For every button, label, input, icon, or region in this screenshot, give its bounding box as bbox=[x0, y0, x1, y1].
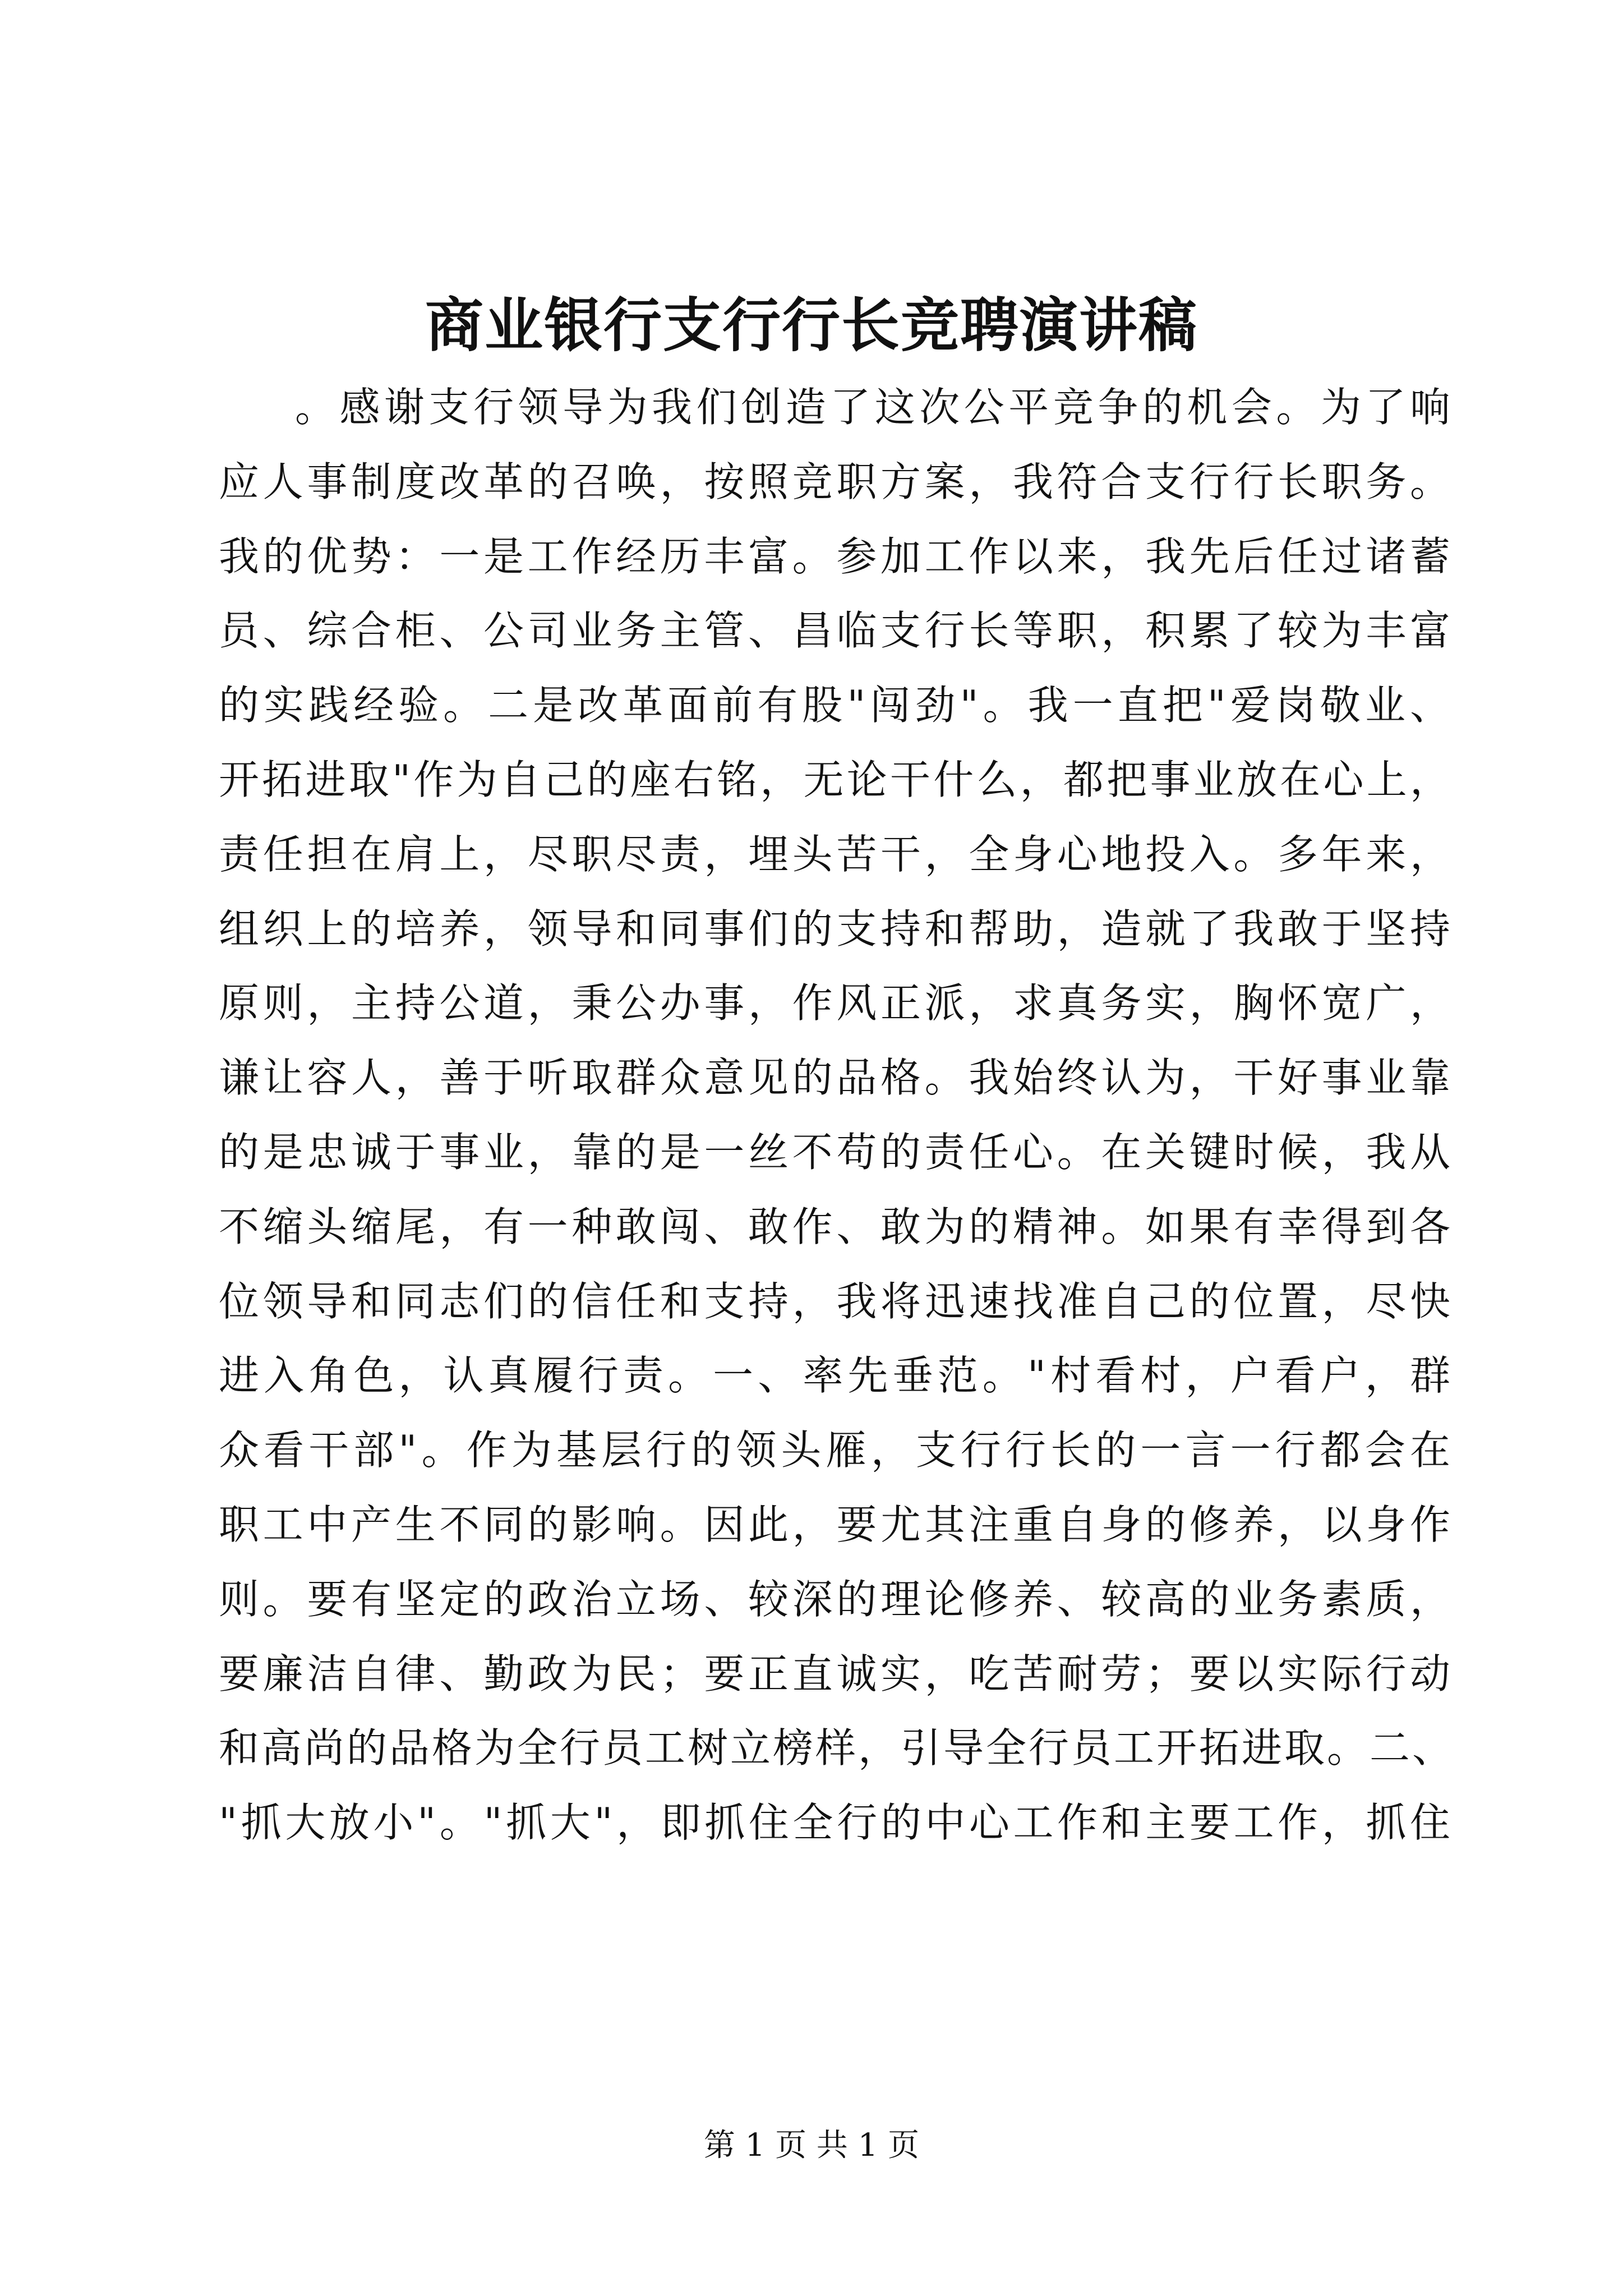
body-line: 责任担在肩上，尽职尽责，埋头苦干，全身心地投入。多年来， bbox=[219, 830, 1453, 878]
body-line: 应人事制度改革的召唤，按照竞职方案，我符合支行行长职务。 bbox=[219, 458, 1453, 505]
body-line: 我的优势：一是工作经历丰富。参加工作以来，我先后任过诸蓄 bbox=[219, 532, 1453, 580]
body-line: 则。要有坚定的政治立场、较深的理论修养、较高的业务素质， bbox=[219, 1575, 1453, 1623]
body-line: 职工中产生不同的影响。因此，要尤其注重自身的修养，以身作 bbox=[219, 1501, 1453, 1548]
body-line: 要廉洁自律、勤政为民；要正直诚实，吃苦耐劳；要以实际行动 bbox=[219, 1650, 1453, 1697]
body-line: 原则，主持公道，秉公办事，作风正派，求真务实，胸怀宽广， bbox=[219, 979, 1453, 1027]
body-line: 开拓进取"作为自己的座右铭，无论干什么，都把事业放在心上， bbox=[219, 756, 1453, 803]
document-title: 商业银行支行行长竞聘演讲稿 bbox=[425, 291, 1198, 360]
body-line: 进入角色，认真履行责。一、率先垂范。"村看村，户看户，群 bbox=[219, 1352, 1453, 1400]
body-line: "抓大放小"。"抓大"，即抓住全行的中心工作和主要工作，抓住 bbox=[219, 1799, 1453, 1847]
body-line: 位领导和同志们的信任和支持，我将迅速找准自己的位置，尽快 bbox=[219, 1277, 1453, 1325]
body-line: 。感谢支行领导为我们创造了这次公平竞争的机会。为了响 bbox=[295, 384, 1453, 431]
body-line: 的是忠诚于事业，靠的是一丝不苟的责任心。在关键时候，我从 bbox=[219, 1128, 1453, 1176]
body-line: 组织上的培养，领导和同事们的支持和帮助，造就了我敢于坚持 bbox=[219, 905, 1453, 953]
body-line: 不缩头缩尾，有一种敢闯、敢作、敢为的精神。如果有幸得到各 bbox=[219, 1203, 1453, 1250]
body-line: 众看干部"。作为基层行的领头雁，支行行长的一言一行都会在 bbox=[219, 1427, 1453, 1474]
body-line: 员、综合柜、公司业务主管、昌临支行长等职，积累了较为丰富 bbox=[219, 607, 1453, 655]
body-line: 谦让容人，善于听取群众意见的品格。我始终认为，干好事业靠 bbox=[219, 1054, 1453, 1102]
body-line: 和高尚的品格为全行员工树立榜样，引导全行员工开拓进取。二、 bbox=[219, 1724, 1455, 1772]
document-body bbox=[219, 370, 1453, 1860]
page-number-footer: 第 1 页 共 1 页 bbox=[703, 2127, 920, 2164]
body-line: 的实践经验。二是改革面前有股"闯劲"。我一直把"爱岗敬业、 bbox=[219, 682, 1453, 729]
